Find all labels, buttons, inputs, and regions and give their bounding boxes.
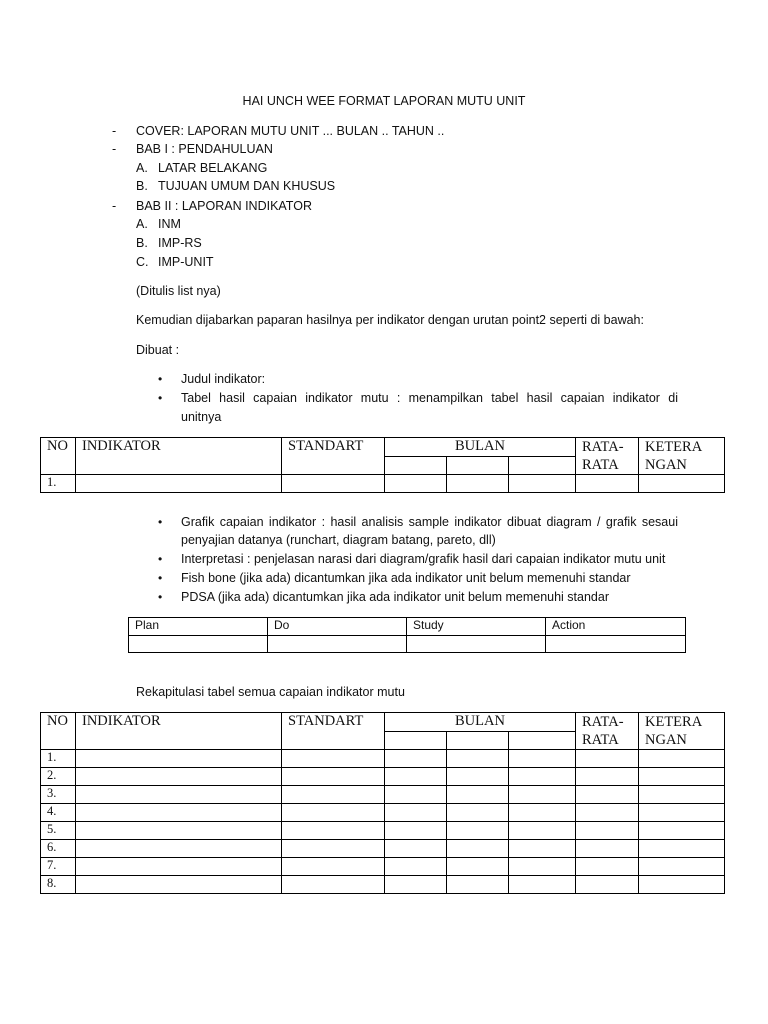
header-keterangan: KETERA NGAN [639, 713, 725, 750]
pdsa-header-study: Study [407, 618, 546, 636]
bullet-text: Tabel hasil capaian indikator mutu : menampilkan tabel hasil capaian indikator di [181, 391, 678, 405]
pdsa-cell [268, 636, 407, 653]
header-bulan: BULAN [385, 713, 576, 732]
pdsa-header-do: Do [268, 618, 407, 636]
pdsa-header-action: Action [546, 618, 686, 636]
outline-item: TUJUAN UMUM DAN KHUSUS [158, 179, 336, 193]
bullet-text: Interpretasi : penjelasan narasi dari diagram/grafik hasil dari capaian indikator mutu unit [181, 552, 666, 566]
dash-marker: - [112, 124, 117, 138]
row-number: 2. [41, 768, 76, 786]
row-number: 1. [41, 750, 76, 768]
row-number: 5. [41, 822, 76, 840]
bulan-cell [447, 456, 509, 475]
header-standart: STANDART [282, 713, 385, 750]
pdsa-table [128, 617, 686, 653]
outline-letter: B. [136, 236, 148, 250]
bullet-text-continued: penyajian datanya (runchart, diagram batang, pareto, dll) [181, 533, 496, 547]
pdsa-header-plan: Plan [129, 618, 268, 636]
outline-letter: B. [136, 179, 148, 193]
table-row [41, 876, 725, 894]
outline-item: LATAR BELAKANG [158, 161, 268, 175]
outline-letter: A. [136, 161, 148, 175]
header-no: NO [41, 713, 76, 750]
outline-item: INM [158, 217, 181, 231]
bullet-marker: • [158, 515, 163, 529]
table-row [41, 822, 725, 840]
rekap-table [40, 712, 725, 894]
bullet-marker: • [158, 372, 163, 386]
pdsa-cell [129, 636, 268, 653]
outline-item: IMP-RS [158, 236, 202, 250]
header-indikator: INDIKATOR [76, 713, 282, 750]
header-bulan: BULAN [385, 438, 576, 457]
header-rata-rata: RATA- RATA [576, 438, 639, 475]
table-row [41, 804, 725, 822]
bullet-marker: • [158, 590, 163, 604]
header-keterangan: KETERA NGAN [639, 438, 725, 475]
dash-marker: - [112, 142, 117, 156]
note-ditulis: (Ditulis list nya) [136, 284, 221, 298]
indikator-table [40, 437, 725, 493]
header-standart: STANDART [282, 438, 385, 475]
bullet-text: Fish bone (jika ada) dicantumkan jika ada indikator unit belum memenuhi standar [181, 571, 631, 585]
note-dibuat: Dibuat : [136, 343, 180, 357]
bullet-marker: • [158, 552, 163, 566]
outline-bab2: BAB II : LAPORAN INDIKATOR [136, 199, 312, 213]
bulan-cell [447, 731, 509, 750]
bullet-marker: • [158, 391, 163, 405]
row-number: 1. [41, 475, 76, 493]
outline-letter: C. [136, 255, 149, 269]
outline-item: IMP-UNIT [158, 255, 214, 269]
bullet-marker: • [158, 571, 163, 585]
row-number: 4. [41, 804, 76, 822]
table-row [41, 750, 725, 768]
note-rekap: Rekapitulasi tabel semua capaian indikator mutu [136, 685, 405, 699]
bullet-text: Grafik capaian indikator : hasil analisis sample indikator dibuat diagram / grafik sesaui [181, 515, 678, 529]
dash-marker: - [112, 199, 117, 213]
bulan-cell [509, 731, 576, 750]
row-number: 8. [41, 876, 76, 894]
bulan-cell [385, 731, 447, 750]
bullet-text-continued: unitnya [181, 410, 222, 424]
row-number: 6. [41, 840, 76, 858]
header-indikator: INDIKATOR [76, 438, 282, 475]
table-row [41, 475, 725, 493]
page-title: HAI UNCH WEE FORMAT LAPORAN MUTU UNIT [242, 94, 526, 108]
header-rata-rata: RATA- RATA [576, 713, 639, 750]
table-row [41, 786, 725, 804]
row-number: 7. [41, 858, 76, 876]
pdsa-cell [407, 636, 546, 653]
table-row [41, 840, 725, 858]
outline-bab1: BAB I : PENDAHULUAN [136, 142, 273, 156]
pdsa-cell [546, 636, 686, 653]
bulan-cell [385, 456, 447, 475]
header-no: NO [41, 438, 76, 475]
bulan-cell [509, 456, 576, 475]
row-number: 3. [41, 786, 76, 804]
bullet-text: Judul indikator: [181, 372, 266, 386]
outline-cover: COVER: LAPORAN MUTU UNIT ... BULAN .. TAHUN .. [136, 124, 445, 138]
table-row [41, 858, 725, 876]
table-row [41, 768, 725, 786]
bullet-text: PDSA (jika ada) dicantumkan jika ada indikator unit belum memenuhi standar [181, 590, 610, 604]
note-kemudian: Kemudian dijabarkan paparan hasilnya per indikator dengan urutan point2 seperti di bawah: [136, 313, 644, 327]
outline-letter: A. [136, 217, 148, 231]
